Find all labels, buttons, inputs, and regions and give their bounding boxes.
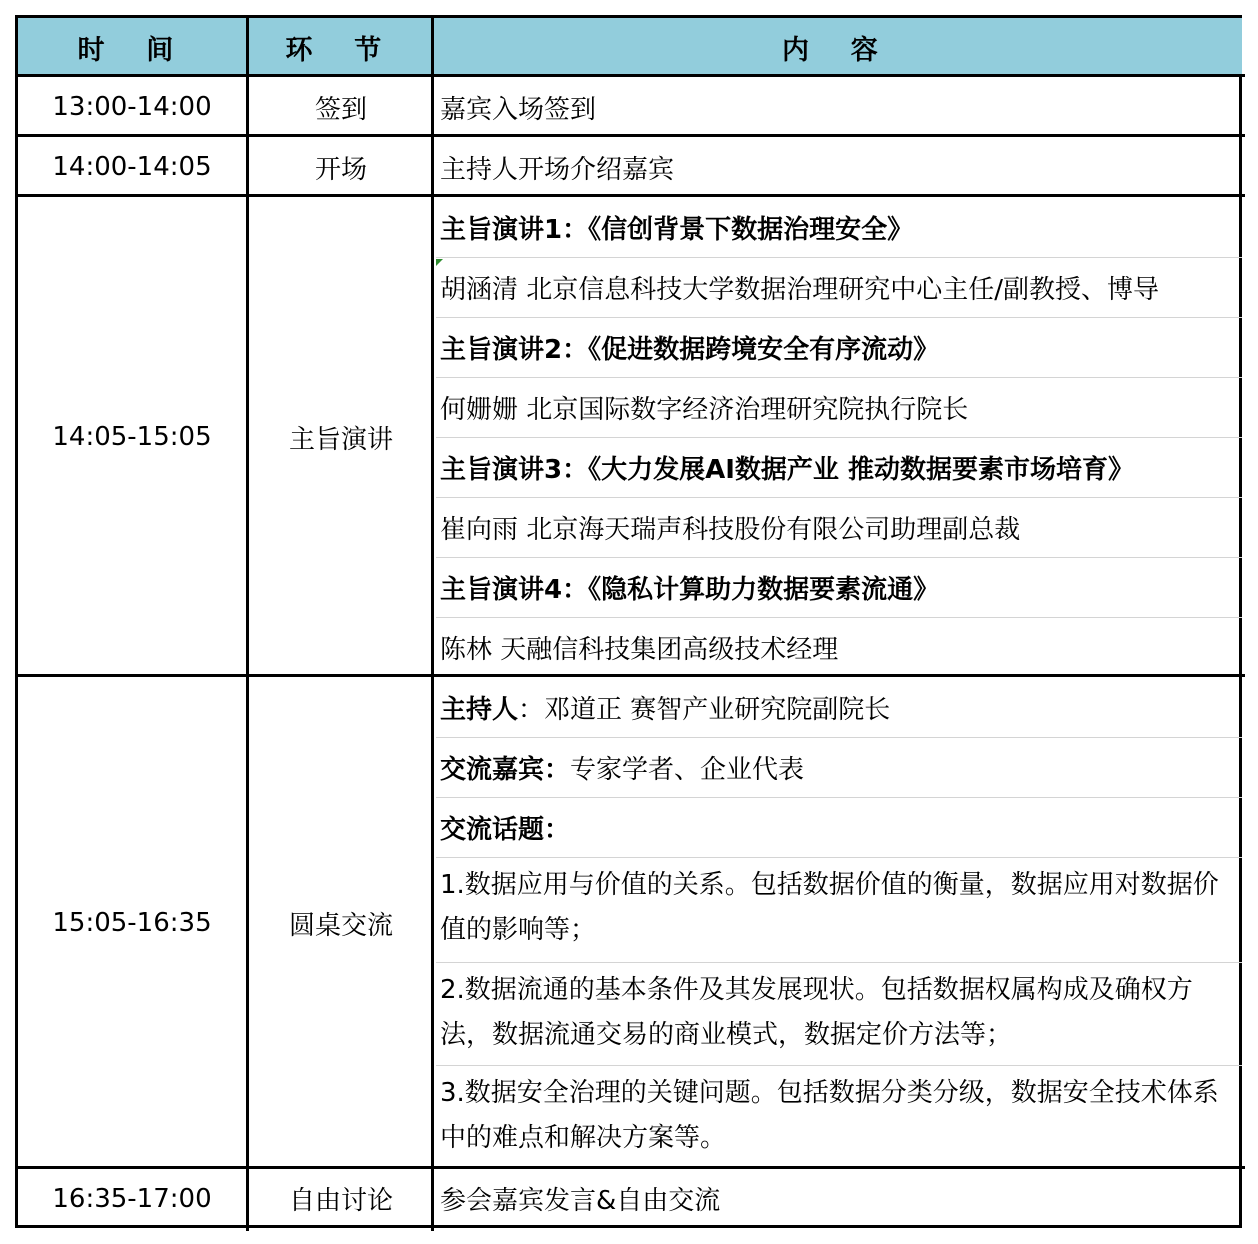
topic-1: 1.数据应用与价值的关系。包括数据价值的衡量，数据应用对数据价值的影响等； bbox=[440, 870, 1219, 945]
table-frame bbox=[15, 15, 1242, 1228]
host-label: 主持人 bbox=[440, 694, 519, 725]
row4-time: 15:05-16:35 bbox=[52, 908, 212, 938]
header-content: 内 容 bbox=[434, 18, 1242, 76]
cell-comment-marker bbox=[436, 259, 443, 266]
row-divider bbox=[18, 194, 1245, 197]
subrow-divider bbox=[436, 317, 1242, 318]
row-divider bbox=[18, 74, 1245, 77]
topics-label: 交流话题： bbox=[440, 814, 571, 845]
row3-segment: 主旨演讲 bbox=[288, 424, 393, 455]
subrow-divider bbox=[436, 257, 1242, 258]
row2-time: 14:00-14:05 bbox=[52, 152, 212, 182]
host-value: ：邓道正 赛智产业研究院副院长 bbox=[518, 694, 891, 725]
guests-label: 交流嘉宾： bbox=[440, 754, 571, 785]
subrow-divider bbox=[436, 857, 1242, 858]
row5-content: 参会嘉宾发言&自由交流 bbox=[440, 1186, 721, 1216]
subrow-divider bbox=[436, 557, 1242, 558]
row2-segment: 开场 bbox=[314, 154, 367, 185]
row5-time: 16:35-17:00 bbox=[52, 1183, 212, 1214]
subrow-divider bbox=[436, 437, 1242, 438]
subrow-divider bbox=[436, 497, 1242, 498]
header-segment: 环 节 bbox=[249, 18, 434, 76]
keynote-4-speaker: 陈林 天融信科技集团高级技术经理 bbox=[440, 634, 839, 665]
row4-segment: 圆桌交流 bbox=[288, 910, 393, 941]
keynote-2-title: 主旨演讲2：《促进数据跨境安全有序流动》 bbox=[440, 334, 940, 365]
keynote-3-speaker: 崔向雨 北京海天瑞声科技股份有限公司助理副总裁 bbox=[440, 514, 1021, 545]
subrow-divider bbox=[436, 1065, 1242, 1066]
row2-content: 主持人开场介绍嘉宾 bbox=[440, 154, 675, 185]
column-divider bbox=[246, 18, 249, 1231]
keynote-1-speaker: 胡涵清 北京信息科技大学数据治理研究中心主任/副教授、博导 bbox=[440, 274, 1160, 305]
keynote-1-title: 主旨演讲1：《信创背景下数据治理安全》 bbox=[440, 214, 914, 245]
topic-3: 3.数据安全治理的关键问题。包括数据分类分级，数据安全技术体系中的难点和解决方案等。 bbox=[440, 1078, 1219, 1153]
subrow-divider bbox=[436, 797, 1242, 798]
keynote-4-title: 主旨演讲4：《隐私计算助力数据要素流通》 bbox=[440, 574, 940, 605]
row3-time: 14:05-15:05 bbox=[52, 422, 212, 452]
roundtable-host bbox=[434, 677, 1239, 737]
agenda-table bbox=[15, 15, 1242, 1228]
subrow-divider bbox=[436, 617, 1242, 618]
guests-value: 专家学者、企业代表 bbox=[570, 754, 805, 785]
row5-segment: 自由讨论 bbox=[288, 1186, 393, 1216]
column-divider bbox=[431, 18, 434, 1231]
header-time: 时 间 bbox=[18, 18, 249, 76]
keynote-2-speaker: 何姗姗 北京国际数字经济治理研究院执行院长 bbox=[440, 394, 969, 425]
row-divider bbox=[18, 674, 1245, 677]
row1-time: 13:00-14:00 bbox=[52, 92, 212, 122]
row-divider bbox=[18, 1166, 1245, 1169]
roundtable-guests bbox=[434, 737, 1239, 797]
row-divider bbox=[18, 134, 1245, 137]
subrow-divider bbox=[436, 377, 1242, 378]
subrow-divider bbox=[436, 962, 1242, 963]
row1-content: 嘉宾入场签到 bbox=[440, 94, 597, 125]
topic-2: 2.数据流通的基本条件及其发展现状。包括数据权属构成及确权方法，数据流通交易的商业模式，数据定价方法等； bbox=[440, 975, 1193, 1050]
subrow-divider bbox=[436, 737, 1242, 738]
row1-segment: 签到 bbox=[314, 94, 367, 125]
keynote-3-title: 主旨演讲3：《大力发展AI数据产业 推动数据要素市场培育》 bbox=[440, 454, 1134, 485]
